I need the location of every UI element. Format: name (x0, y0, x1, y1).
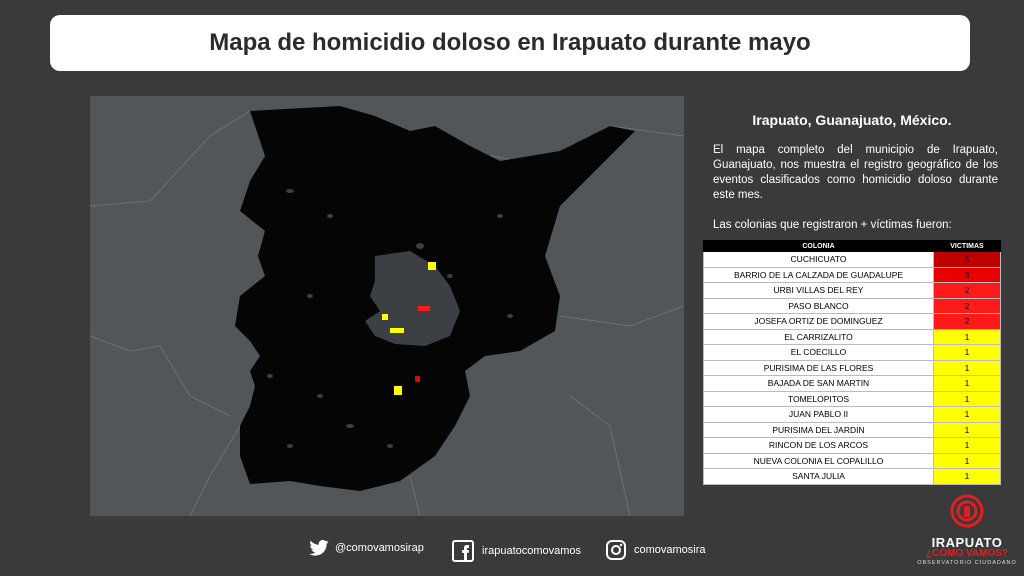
colonia-cell: BARRIO DE LA CALZADA DE GUADALUPE (704, 267, 934, 283)
victims-cell: 1 (934, 422, 1001, 438)
table-row (704, 469, 1001, 485)
victims-cell: 1 (934, 469, 1001, 485)
victims-table (703, 240, 1001, 485)
instagram-icon (606, 540, 626, 560)
logo-icon (947, 494, 987, 528)
table-row (704, 438, 1001, 454)
victims-cell: 1 (934, 453, 1001, 469)
victims-table-body (704, 252, 1001, 485)
colonia-cell: PURISIMA DE LAS FLORES (704, 360, 934, 376)
victims-cell: 1 (934, 345, 1001, 361)
table-row (704, 314, 1001, 330)
victims-cell: 1 (934, 329, 1001, 345)
location-title: Irapuato, Guanajuato, México. (752, 112, 952, 128)
colonia-cell: JUAN PABLO II (704, 407, 934, 423)
marker-level-2 (418, 306, 430, 311)
victims-cell: 2 (934, 283, 1001, 299)
colonia-cell: RINCON DE LOS ARCOS (704, 438, 934, 454)
victims-cell: 2 (934, 314, 1001, 330)
marker-level-3 (415, 376, 420, 382)
table-row (704, 267, 1001, 283)
table-row (704, 422, 1001, 438)
table-row (704, 298, 1001, 314)
facebook-link[interactable] (452, 540, 581, 562)
colonia-cell: SANTA JULIA (704, 469, 934, 485)
table-row (704, 283, 1001, 299)
facebook-icon (452, 540, 474, 562)
colonia-cell: EL CARRIZALITO (704, 329, 934, 345)
table-row (704, 376, 1001, 392)
table-header-row (704, 241, 1001, 252)
title-banner (50, 15, 970, 71)
logo-brand: IRAPUATO (931, 535, 1003, 550)
table-row (704, 407, 1001, 423)
facebook-handle: irapuatocomovamos (482, 545, 582, 557)
col-victimas: VICTIMAS (934, 241, 1001, 252)
twitter-handle: @comovamosirap (335, 542, 424, 554)
page-title: Mapa de homicidio doloso en Irapuato durante mayo (209, 29, 811, 56)
table-row (704, 345, 1001, 361)
map-canvas (90, 96, 684, 516)
victims-cell: 2 (934, 298, 1001, 314)
logo-subtitle: OBSERVATORIO CIUDADANO (917, 560, 1017, 566)
marker-level-1 (428, 262, 436, 270)
table-row (704, 252, 1001, 268)
table-row (704, 329, 1001, 345)
observatorio-logo (912, 494, 1022, 574)
victims-cell: 1 (934, 391, 1001, 407)
instagram-link[interactable] (606, 540, 706, 560)
twitter-icon (309, 540, 329, 556)
col-colonia: COLONIA (704, 241, 934, 252)
municipality-map[interactable] (90, 96, 684, 516)
table-intro: Las colonias que registraron + víctimas fueron: (713, 219, 952, 231)
victims-cell: 1 (934, 360, 1001, 376)
colonia-cell: URBI VILLAS DEL REY (704, 283, 934, 299)
logo-tagline: ¿CÓMO VAMOS? (925, 548, 1009, 559)
marker-level-1 (394, 386, 402, 395)
map-description: El mapa completo del municipio de Irapuato, Guanajuato, nos muestra el registro geográfico de los eventos clasificados como homicidio doloso durante este mes. (713, 144, 998, 201)
marker-level-1 (390, 328, 404, 333)
colonia-cell: TOMELOPITOS (704, 391, 934, 407)
table-row (704, 453, 1001, 469)
victims-cell: 5 (934, 252, 1001, 268)
table-row (704, 391, 1001, 407)
instagram-handle: comovamosira (634, 544, 706, 556)
victims-cell: 1 (934, 376, 1001, 392)
colonia-cell: NUEVA COLONIA EL COPALILLO (704, 453, 934, 469)
colonia-cell: PURISIMA DEL JARDIN (704, 422, 934, 438)
colonia-cell: JOSEFA ORTIZ DE DOMINGUEZ (704, 314, 934, 330)
victims-cell: 3 (934, 267, 1001, 283)
victims-cell: 1 (934, 438, 1001, 454)
twitter-link[interactable] (309, 540, 424, 556)
colonia-cell: EL COECILLO (704, 345, 934, 361)
victims-cell: 1 (934, 407, 1001, 423)
marker-level-1 (382, 314, 388, 320)
colonia-cell: BAJADA DE SAN MARTIN (704, 376, 934, 392)
colonia-cell: PASO BLANCO (704, 298, 934, 314)
table-row (704, 360, 1001, 376)
colonia-cell: CUCHICUATO (704, 252, 934, 268)
